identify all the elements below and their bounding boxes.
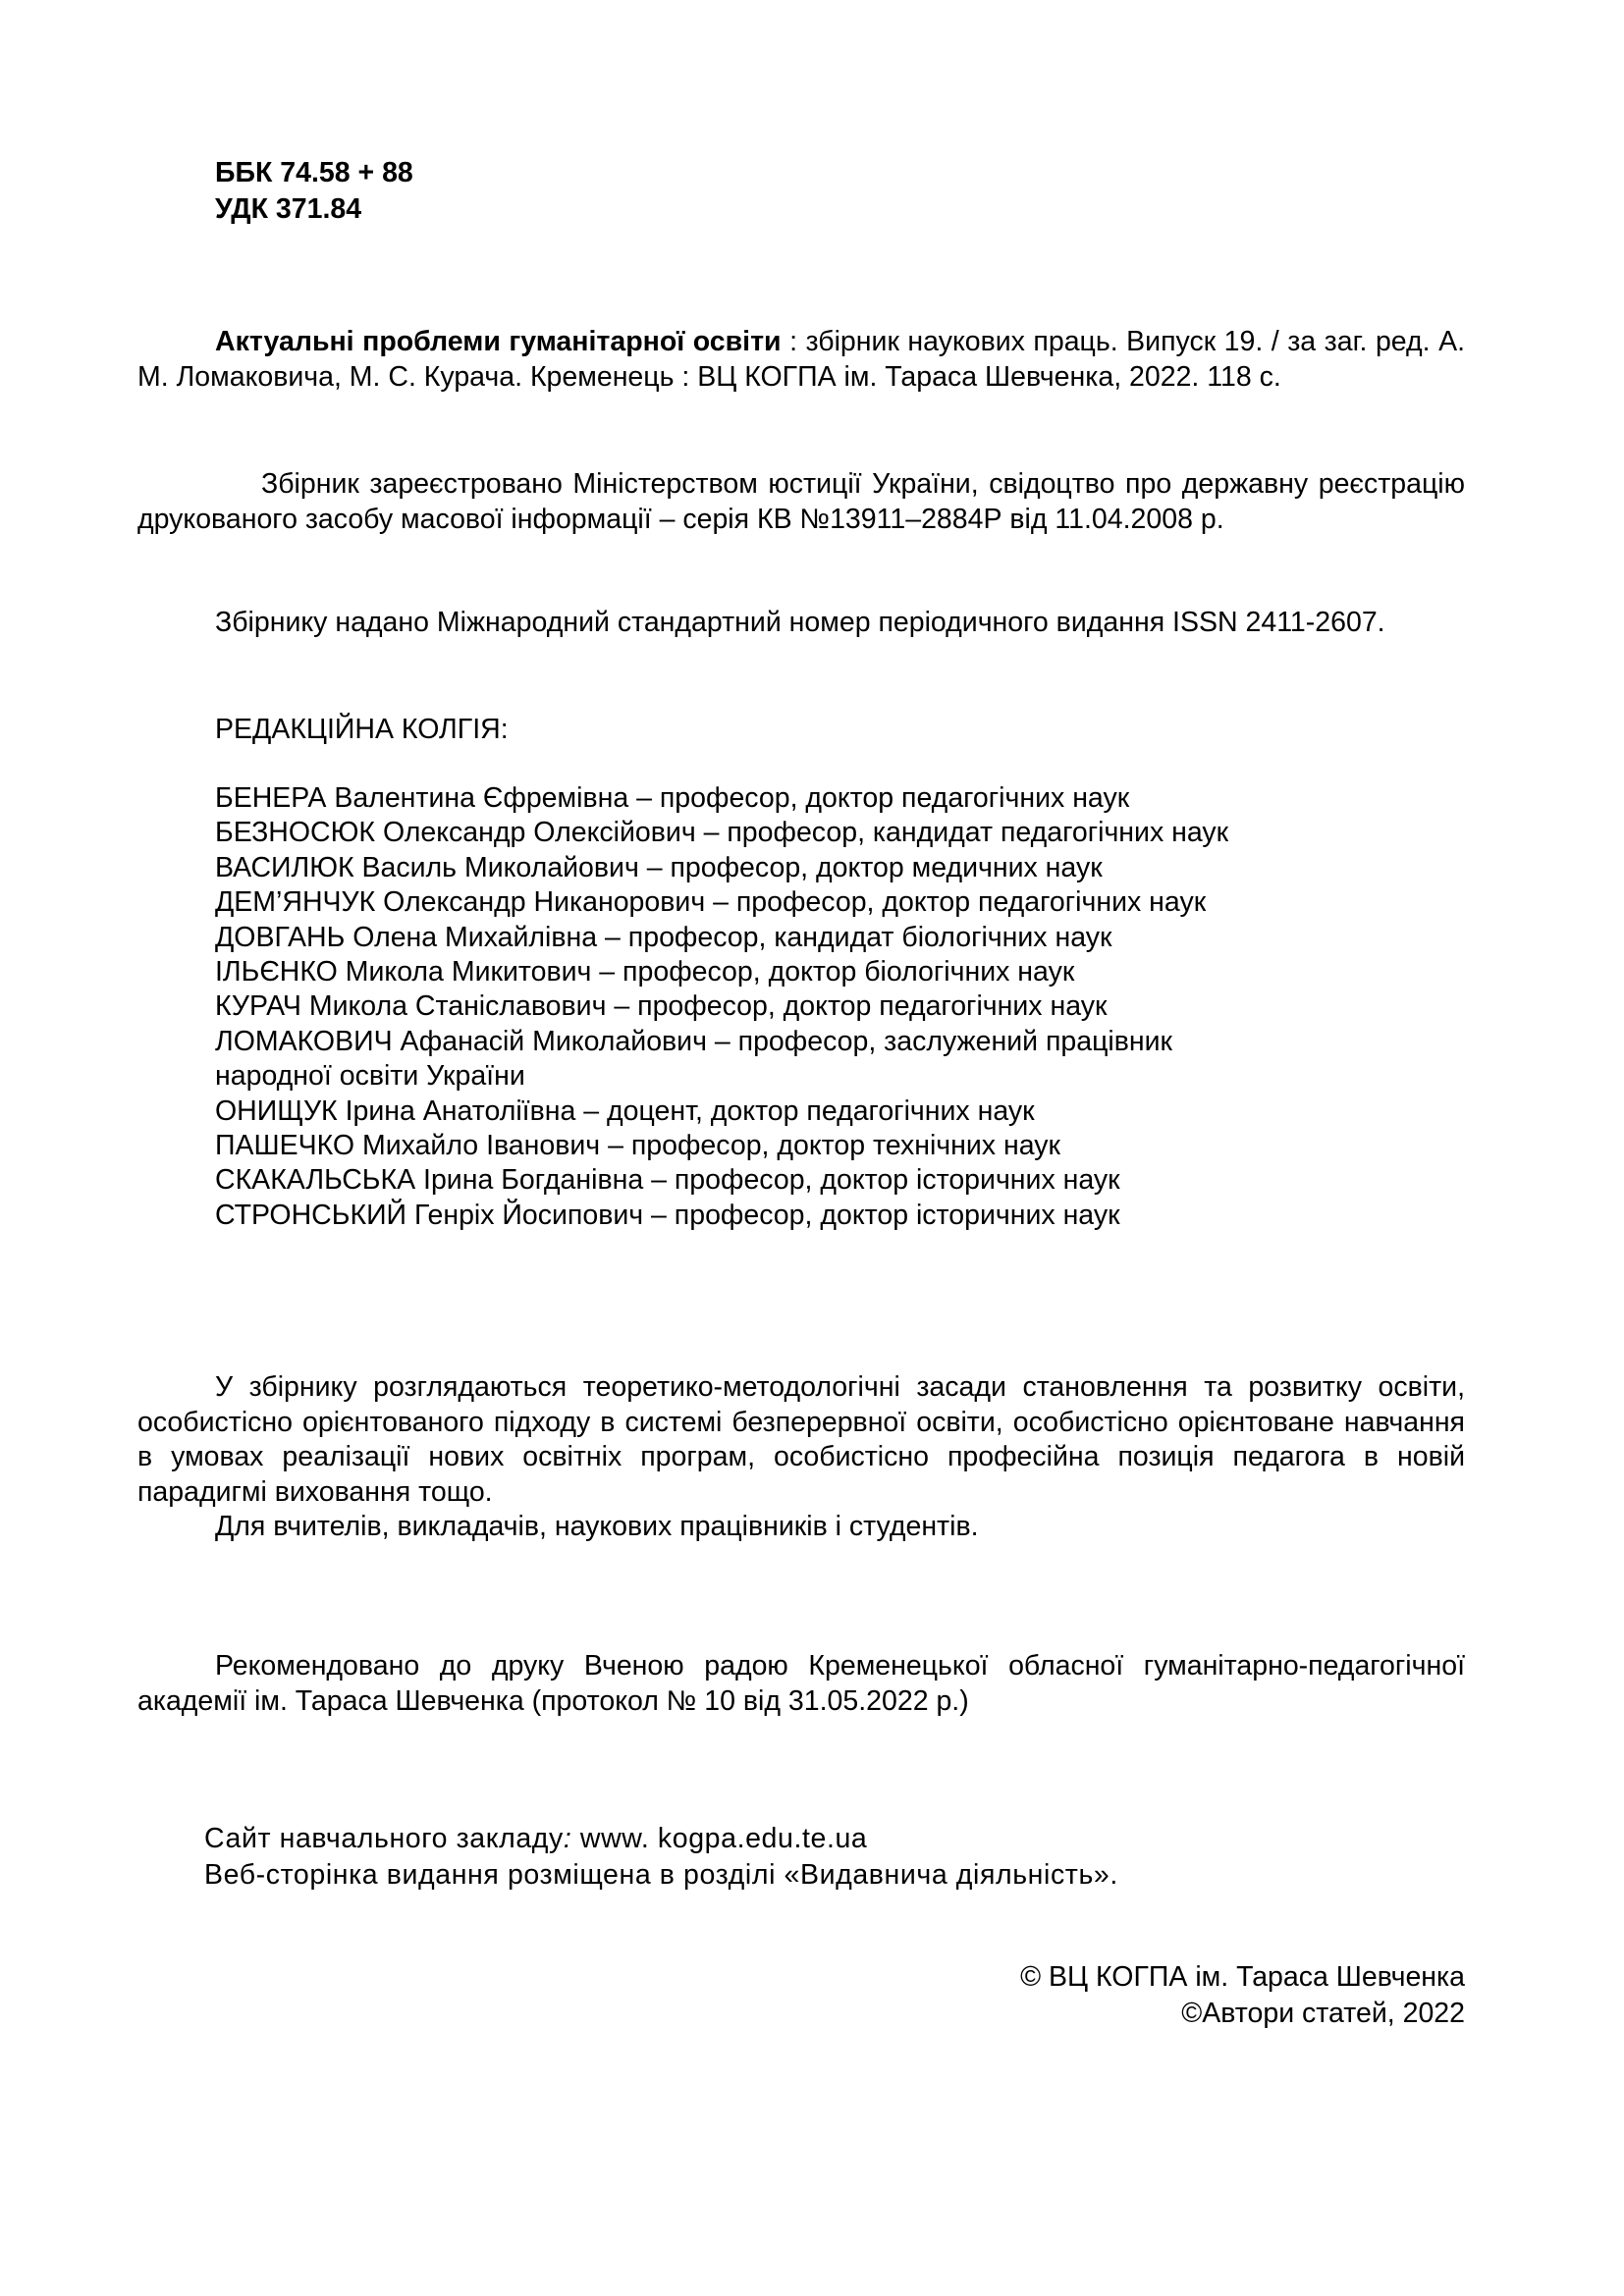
bibliographic-details: : збірник наукових праць. Випуск 19. / за заг. ред. А. М. Ломаковича, М. С. Курача. Кременець : ВЦ КОГПА ім. Тараса Шевченка, 2022. 118 с. xyxy=(137,326,1466,393)
board-member: ІЛЬЄНКО Микола Микитович – професор, доктор біологічних наук xyxy=(215,956,1075,988)
board-member: ВАСИЛЮК Василь Миколайович – професор, доктор медичних наук xyxy=(215,851,1103,883)
board-member: ДОВГАНЬ Олена Михайлівна – професор, кандидат біологічних наук xyxy=(215,921,1112,953)
board-member: ОНИЩУК Ірина Анатоліївна – доцент, доктор педагогічних наук xyxy=(215,1095,1035,1127)
editorial-board-list xyxy=(215,781,1442,1233)
registration-paragraph xyxy=(137,467,1465,537)
classification-codes xyxy=(215,155,804,228)
registration-text: Збірник зареєстровано Міністерством юстиції України, свідоцтво про державну реєстрацію друкованого засобу масової інформації – серія КВ №13911–2884Р від 11.04.2008 р. xyxy=(137,468,1465,535)
website-block xyxy=(204,1821,1118,1894)
board-member: БЕНЕРА Валентина Єфремівна – професор, доктор педагогічних наук xyxy=(215,782,1130,814)
publisher-copyright: © ВЦ КОГПА ім. Тараса Шевченка xyxy=(1020,1961,1465,1993)
board-member: БЕЗНОСЮК Олександр Олексійович – професор, кандидат педагогічних наук xyxy=(215,817,1229,849)
audience-line: Для вчителів, викладачів, наукових працівників і студентів. xyxy=(215,1511,979,1542)
editorial-board-heading: РЕДАКЦІЙНА КОЛГІЯ: xyxy=(215,714,509,745)
website-label: Сайт навчального закладу xyxy=(204,1823,564,1854)
annotation-paragraph xyxy=(137,1370,1465,1510)
authors-copyright: ©Автори статей, 2022 xyxy=(1181,1998,1465,2029)
website-line xyxy=(204,1821,1118,1857)
issn-paragraph xyxy=(137,606,1465,641)
issn-text: Збірнику надано Міжнародний стандартний номер періодичного видання ISSN 2411-2607. xyxy=(215,607,1385,638)
website-url: www. kogpa.edu.te.ua xyxy=(571,1823,868,1854)
collection-title: Актуальні проблеми гуманітарної освіти xyxy=(215,326,782,357)
recommendation-text: Рекомендовано до друку Вченою радою Кременецької обласної гуманітарно-педагогічної академії ім. Тараса Шевченка (протокол № 10 від 31.05.2022 р.) xyxy=(137,1650,1465,1717)
bibliographic-description xyxy=(137,325,1465,395)
board-member: СТРОНСЬКИЙ Генріх Йосипович – професор, доктор історичних наук xyxy=(215,1199,1120,1231)
board-member: ДЕМ’ЯНЧУК Олександр Никанорович – професор, доктор педагогічних наук xyxy=(215,886,1207,919)
board-member-continuation: народної освіти України xyxy=(215,1060,525,1093)
copyright-block xyxy=(1020,1959,1465,2032)
recommendation-paragraph xyxy=(137,1649,1465,1719)
website-colon: : xyxy=(563,1823,572,1854)
board-member: КУРАЧ Микола Станіславович – професор, доктор педагогічних наук xyxy=(215,990,1108,1023)
website-note: Веб-сторінка видання розміщена в розділі «Видавнича діяльність». xyxy=(204,1859,1118,1891)
board-member: ПАШЕЧКО Михайло Іванович – професор, доктор технічних наук xyxy=(215,1130,1060,1162)
bbk-code: ББК 74.58 + 88 xyxy=(215,157,413,188)
board-member: СКАКАЛЬСЬКА Ірина Богданівна – професор, доктор історичних наук xyxy=(215,1164,1120,1197)
udk-code: УДК 371.84 xyxy=(215,193,362,225)
board-member: ЛОМАКОВИЧ Афанасій Миколайович – професор, заслужений працівник xyxy=(215,1025,1173,1057)
annotation-text: У збірнику розглядаються теоретико-методологічні засади становлення та розвитку освіти, особистісно орієнтованого підходу в системі безперервної освіти, особистісно орієнтоване навчання в умовах реалізації нових освітніх програм, особистісно професійна позиція педагога в новій парадигмі виховання тощо. xyxy=(137,1371,1465,1508)
